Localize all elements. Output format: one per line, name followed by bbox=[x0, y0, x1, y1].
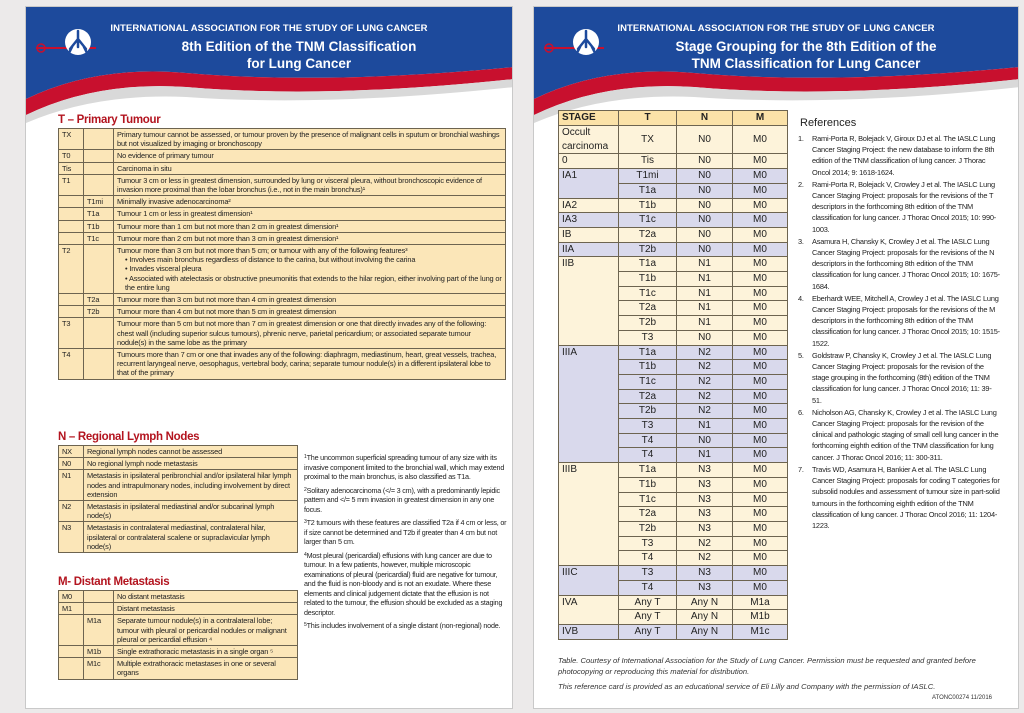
t-description: Primary tumour cannot be assessed, or tumour proven by the presence of malignant cells in sputum or bronchial washings but not visualized by imaging or bronchoscopy bbox=[114, 129, 506, 150]
t-row bbox=[59, 306, 506, 318]
stage-t-value: T1a bbox=[619, 463, 677, 478]
reference-number: 3. bbox=[798, 236, 804, 246]
footnote-mark: 5 bbox=[304, 622, 307, 628]
stage-n-value: N1 bbox=[677, 448, 733, 463]
m-code bbox=[59, 658, 84, 679]
stage-t-value: T2b bbox=[619, 404, 677, 419]
stage-t-value: T2a bbox=[619, 389, 677, 404]
reference-number: 1. bbox=[798, 134, 804, 143]
t-description: Tumour more than 3 cm but not more than 4 cm in greatest dimension bbox=[114, 294, 506, 306]
n-description: Metastasis in contralateral mediastinal, contralateral hilar, ipsilateral or contralateral scalene or supraclavicular lymph node(s) bbox=[84, 522, 298, 553]
stage-label: 0 bbox=[559, 154, 619, 169]
stage-label: IVA bbox=[559, 595, 619, 624]
stage-m-value: M1a bbox=[733, 595, 788, 610]
footnote-mark: 3 bbox=[304, 519, 307, 525]
stage-t-value: TX bbox=[619, 126, 677, 154]
m-description: Single extrathoracic metastasis in a single organ ⁵ bbox=[114, 646, 298, 658]
stage-n-value: N2 bbox=[677, 360, 733, 375]
m-row bbox=[59, 591, 298, 603]
stage-n-value: N0 bbox=[677, 433, 733, 448]
stage-m-value: M0 bbox=[733, 198, 788, 213]
t-section-heading: T – Primary Tumour bbox=[58, 114, 161, 126]
stage-t-value: T4 bbox=[619, 580, 677, 595]
stage-t-value: T1a bbox=[619, 257, 677, 272]
m-description: Multiple extrathoracic metastases in one or several organs bbox=[114, 658, 298, 679]
t-description: No evidence of primary tumour bbox=[114, 150, 506, 162]
reference-text: Rami-Porta R, Bolejack V, Crowley J et al. The IASLC Lung Cancer Staging Project: proposals for the revisions of the T descriptors in the forthcoming 8th edition of the TNM classification for lung cancer. J Thorac Oncol 2015; 10: 990- 1003. bbox=[812, 179, 997, 234]
t-row bbox=[59, 196, 506, 208]
stage-t-value: Any T bbox=[619, 610, 677, 625]
card-title: Stage Grouping for the 8th Edition of the TNM Classification for Lung Cancer bbox=[675, 39, 937, 71]
t-subcode: T1b bbox=[84, 220, 114, 232]
t-description: Tumour 3 cm or less in greatest dimension, surrounded by lung or visceral pleura, without bronchoscopic evidence of invasion more proximal than the lobar bronchus (i.e., not in the main bronchus)¹ bbox=[114, 174, 506, 195]
m-row bbox=[59, 646, 298, 658]
t-row bbox=[59, 318, 506, 349]
m-subcode bbox=[84, 591, 114, 603]
reference-item bbox=[798, 407, 1000, 463]
footnote-text: This includes involvement of a single distant (non-regional) node. bbox=[306, 621, 501, 630]
n-code: N1 bbox=[59, 470, 84, 501]
t-description: Tumour more than 1 cm but not more than 2 cm in greatest dimension¹ bbox=[114, 220, 506, 232]
stage-row bbox=[559, 169, 788, 184]
n-row bbox=[59, 501, 298, 522]
reference-text: Travis WD, Asamura H, Bankier A et al. The IASLC Lung Cancer Staging Project: proposals for coding T categories for subsolid nodules and assessment of tumour size in part-solid tumours in the forthcoming eighth edition of the TNM classification of lung cancer. J Thorac Oncol 2016; 11: 1204-1223. bbox=[812, 464, 1000, 530]
stage-n-value: N3 bbox=[677, 580, 733, 595]
stage-n-value: N0 bbox=[677, 242, 733, 257]
stage-t-value: T2b bbox=[619, 242, 677, 257]
stage-m-value: M0 bbox=[733, 374, 788, 389]
stage-n-value: N0 bbox=[677, 227, 733, 242]
t-code bbox=[59, 294, 84, 306]
stage-n-value: Any N bbox=[677, 595, 733, 610]
t-description: Tumour more than 4 cm but not more than 5 cm in greatest dimension bbox=[114, 306, 506, 318]
organization-name: INTERNATIONAL ASSOCIATION FOR THE STUDY OF LUNG CANCER bbox=[110, 23, 428, 34]
footnotes bbox=[304, 453, 508, 635]
stage-m-value: M0 bbox=[733, 463, 788, 478]
stage-t-value: T2a bbox=[619, 301, 677, 316]
t-row bbox=[59, 232, 506, 244]
document-code: ATONC00274 11/2016 bbox=[931, 695, 992, 701]
t-description: Carcinoma in situ bbox=[114, 162, 506, 174]
t-code: TX bbox=[59, 129, 84, 150]
t-row bbox=[59, 150, 506, 162]
stage-t-value: T3 bbox=[619, 419, 677, 434]
m-row bbox=[59, 603, 298, 615]
footnote-text: Solitary adenocarcinoma (</= 3 cm), with a predominantly lepidic pattern and </= 5 mm invasion in greatest dimension in any one focus. bbox=[304, 485, 500, 514]
stage-row bbox=[559, 257, 788, 272]
reference-text: Asamura H, Chansky K, Crowley J et al. The IASLC Lung Cancer Staging Project: proposals for the revisions of the N descriptors in the forthcoming 8th edition of the TNM classification for lung cancer. J Thorac Oncol 2015; 10: 1675-1684. bbox=[812, 236, 1000, 291]
stage-n-value: N2 bbox=[677, 374, 733, 389]
stage-t-value: T3 bbox=[619, 330, 677, 345]
header-n: N bbox=[677, 111, 733, 126]
stage-m-value: M0 bbox=[733, 360, 788, 375]
t2-feature-list bbox=[125, 255, 502, 292]
header-t: T bbox=[619, 111, 677, 126]
stage-n-value: N3 bbox=[677, 507, 733, 522]
m-subcode bbox=[84, 603, 114, 615]
stage-n-value: N3 bbox=[677, 477, 733, 492]
stage-t-value: T4 bbox=[619, 551, 677, 566]
t-subcode bbox=[84, 150, 114, 162]
reference-text: Rami-Porta R, Bolejack V, Giroux DJ et al. The IASLC Lung Cancer Staging Project: the new database to inform the 8th edition of the TNM classification of lung cancer. J Thorac Oncol 2014; 9: 1618-1624. bbox=[812, 134, 996, 177]
footnote-mark: 4 bbox=[304, 551, 307, 558]
stage-t-value: T2b bbox=[619, 316, 677, 331]
footnote-text: Most pleural (pericardial) effusions with lung cancer are due to tumour. In a few patients, however, multiple microscopic examinations of pleural (pericardial) fluid are negative for tumour, and the fluid is non-bloody and is not an exudate. Where these elements and clinical judgement dictate that the effusion is not related to the tumour, the effusion should be excluded as a staging descriptor. bbox=[304, 550, 503, 617]
stage-t-value: T1a bbox=[619, 183, 677, 198]
references-list bbox=[798, 133, 1000, 532]
n-section-heading: N – Regional Lymph Nodes bbox=[58, 431, 200, 443]
m-code: M1 bbox=[59, 603, 84, 615]
t-subcode: T1c bbox=[84, 232, 114, 244]
m-row bbox=[59, 658, 298, 679]
stage-t-value: T1mi bbox=[619, 169, 677, 184]
t-code bbox=[59, 220, 84, 232]
stage-t-value: T2a bbox=[619, 507, 677, 522]
t-table bbox=[58, 128, 506, 380]
stage-row bbox=[559, 463, 788, 478]
stage-m-value: M0 bbox=[733, 477, 788, 492]
header-banner bbox=[26, 7, 512, 125]
stage-n-value: N3 bbox=[677, 566, 733, 581]
stage-m-value: M0 bbox=[733, 213, 788, 228]
stage-m-value: M0 bbox=[733, 448, 788, 463]
t-code: T1 bbox=[59, 174, 84, 195]
t-subcode bbox=[84, 129, 114, 150]
t-row bbox=[59, 208, 506, 220]
t-subcode bbox=[84, 174, 114, 195]
stage-t-value: T1a bbox=[619, 345, 677, 360]
footnote-mark: 1 bbox=[304, 454, 307, 460]
stage-m-value: M0 bbox=[733, 404, 788, 419]
n-row bbox=[59, 458, 298, 470]
n-description: No regional lymph node metastasis bbox=[84, 458, 298, 470]
stage-row bbox=[559, 345, 788, 360]
t-description bbox=[114, 245, 506, 294]
stage-grouping-table bbox=[558, 110, 788, 640]
t-subcode: T2b bbox=[84, 306, 114, 318]
stage-label: IIIC bbox=[559, 566, 619, 595]
n-code: N2 bbox=[59, 501, 84, 522]
t-code bbox=[59, 196, 84, 208]
stage-t-value: T2a bbox=[619, 227, 677, 242]
t-description: Tumour more than 2 cm but not more than 3 cm in greatest dimension¹ bbox=[114, 232, 506, 244]
t-code bbox=[59, 232, 84, 244]
t-row bbox=[59, 129, 506, 150]
stage-n-value: N0 bbox=[677, 126, 733, 154]
t-row bbox=[59, 220, 506, 232]
reference-number: 7. bbox=[798, 464, 804, 474]
references-heading: References bbox=[800, 117, 857, 129]
stage-n-value: N1 bbox=[677, 316, 733, 331]
t2-feature-item: • Involves main bronchus regardless of distance to the carina, but without involving the carina bbox=[125, 255, 502, 264]
n-table bbox=[58, 445, 298, 553]
t-subcode: T1mi bbox=[84, 196, 114, 208]
t-row bbox=[59, 174, 506, 195]
stage-m-value: M0 bbox=[733, 419, 788, 434]
stage-m-value: M0 bbox=[733, 580, 788, 595]
stage-m-value: M0 bbox=[733, 286, 788, 301]
n-row bbox=[59, 446, 298, 458]
n-code: N3 bbox=[59, 522, 84, 553]
t-code: T3 bbox=[59, 318, 84, 349]
stage-n-value: N2 bbox=[677, 404, 733, 419]
stage-n-value: N1 bbox=[677, 257, 733, 272]
n-description: Metastasis in ipsilateral mediastinal and/or subcarinal lymph node(s) bbox=[84, 501, 298, 522]
t2-feature-item: • Invades visceral pleura bbox=[125, 264, 502, 273]
stage-m-value: M0 bbox=[733, 126, 788, 154]
stage-n-value: N1 bbox=[677, 419, 733, 434]
stage-grouping-card bbox=[533, 6, 1019, 709]
t-subcode: T1a bbox=[84, 208, 114, 220]
stage-label: IIIB bbox=[559, 463, 619, 566]
t-subcode bbox=[84, 162, 114, 174]
stage-t-value: T3 bbox=[619, 536, 677, 551]
t-code: T2 bbox=[59, 245, 84, 294]
stage-t-value: Tis bbox=[619, 154, 677, 169]
service-note: This reference card is provided as an educational service of Eli Lilly and Company with the permission of IASLC. bbox=[558, 682, 936, 691]
stage-t-value: T1b bbox=[619, 272, 677, 287]
header-m: M bbox=[733, 111, 788, 126]
stage-n-value: N3 bbox=[677, 521, 733, 536]
stage-m-value: M0 bbox=[733, 551, 788, 566]
t-code: T0 bbox=[59, 150, 84, 162]
stage-row bbox=[559, 566, 788, 581]
stage-m-value: M0 bbox=[733, 521, 788, 536]
stage-n-value: N0 bbox=[677, 198, 733, 213]
stage-t-value: T4 bbox=[619, 448, 677, 463]
header-banner bbox=[534, 7, 1018, 125]
reference-text: Goldstraw P, Chansky K, Crowley J et al. The IASLC Lung Cancer Staging Project: proposals for the revision of the stage grouping in the forthcoming (8th) edition of the TNM classification for lung cancer. J Thorac Oncol 2016; 11: 39-51. bbox=[812, 350, 992, 405]
t-code bbox=[59, 208, 84, 220]
m-subcode: M1c bbox=[84, 658, 114, 679]
stage-t-value: T1c bbox=[619, 374, 677, 389]
m-description: Separate tumour nodule(s) in a contralateral lobe; tumour with pleural or pericardial nodules or malignant pleural or pericardial effusion ⁴ bbox=[114, 615, 298, 646]
t-code bbox=[59, 306, 84, 318]
stage-t-value: T2b bbox=[619, 521, 677, 536]
reference-text: Eberhardt WEE, Mitchell A, Crowley J et al. The IASLC Lung Cancer Staging Project: proposals for the revisions of the M descriptors in the forthcoming 8th edition of the TNM classification for lung cancer. J Thorac Oncol 2015; 10: 1515-1522. bbox=[812, 293, 1000, 348]
m-code: M0 bbox=[59, 591, 84, 603]
m-row bbox=[59, 615, 298, 646]
stage-m-value: M0 bbox=[733, 316, 788, 331]
reference-item bbox=[798, 133, 1000, 178]
n-row bbox=[59, 522, 298, 553]
stage-row bbox=[559, 154, 788, 169]
stage-m-value: M0 bbox=[733, 433, 788, 448]
t-row bbox=[59, 294, 506, 306]
t-code: T4 bbox=[59, 349, 84, 380]
stage-m-value: M0 bbox=[733, 227, 788, 242]
stage-m-value: M0 bbox=[733, 492, 788, 507]
stage-t-value: Any T bbox=[619, 595, 677, 610]
t-description: Tumours more than 7 cm or one that invades any of the following: diaphragm, mediastinum, heart, great vessels, trachea, recurrent laryngeal nerve, oesophagus, vertebral body, carina; separate tumour nodule(s) in a different ipsilateral lobe to that of the primary bbox=[114, 349, 506, 380]
reference-number: 4. bbox=[798, 293, 804, 303]
reference-text: Nicholson AG, Chansky K, Crowley J et al. The IASLC Lung Cancer Staging Project: proposals for the revision of the clinical and pathologic staging of small cell lung cancer in the forthcoming eighth edition of the TNM classification for lung cancer. J Thorac Oncol 2016; 11: 300-311. bbox=[812, 407, 999, 462]
stage-t-value: T1c bbox=[619, 213, 677, 228]
n-row bbox=[59, 470, 298, 501]
t-row bbox=[59, 162, 506, 174]
m-description: Distant metastasis bbox=[114, 603, 298, 615]
stage-n-value: Any N bbox=[677, 624, 733, 639]
stage-m-value: M0 bbox=[733, 536, 788, 551]
stage-label: IA3 bbox=[559, 213, 619, 228]
stage-m-value: M0 bbox=[733, 389, 788, 404]
m-code bbox=[59, 615, 84, 646]
stage-n-value: N0 bbox=[677, 169, 733, 184]
stage-label: IIIA bbox=[559, 345, 619, 463]
stage-label: Occult carcinoma bbox=[559, 126, 619, 154]
stage-m-value: M0 bbox=[733, 183, 788, 198]
stage-n-value: N2 bbox=[677, 345, 733, 360]
stage-row bbox=[559, 595, 788, 610]
stage-m-value: M0 bbox=[733, 566, 788, 581]
m-description: No distant metastasis bbox=[114, 591, 298, 603]
reference-item bbox=[798, 464, 1000, 531]
footnote-text: T2 tumours with these features are classified T2a if 4 cm or less, or if size cannot be determined and T2b if greater than 4 cm but not larger than 5 cm. bbox=[304, 518, 507, 546]
stage-row bbox=[559, 227, 788, 242]
t-description: Minimally invasive adenocarcinoma² bbox=[114, 196, 506, 208]
stage-label: IIB bbox=[559, 257, 619, 345]
t-description: Tumour 1 cm or less in greatest dimension¹ bbox=[114, 208, 506, 220]
stage-n-value: N3 bbox=[677, 492, 733, 507]
stage-m-value: M0 bbox=[733, 330, 788, 345]
t-subcode bbox=[84, 318, 114, 349]
reference-item bbox=[798, 236, 1000, 292]
stage-m-value: M0 bbox=[733, 272, 788, 287]
stage-m-value: M0 bbox=[733, 301, 788, 316]
tnm-classification-card bbox=[25, 6, 513, 709]
stage-label: IA2 bbox=[559, 198, 619, 213]
footnote bbox=[304, 518, 508, 547]
stage-m-value: M0 bbox=[733, 257, 788, 272]
t-row bbox=[59, 245, 506, 294]
header-stage: STAGE bbox=[559, 111, 619, 126]
stage-t-value: T1b bbox=[619, 198, 677, 213]
stage-table-header bbox=[559, 111, 788, 126]
card-title: 8th Edition of the TNM Classification for Lung Cancer bbox=[181, 39, 417, 71]
courtesy-note: Table. Courtesy of International Association for the Study of Lung Cancer. Permission must be requested and granted before photocopying or reproducing this material for distribution. bbox=[558, 656, 976, 676]
stage-m-value: M1c bbox=[733, 624, 788, 639]
stage-m-value: M0 bbox=[733, 169, 788, 184]
t-row bbox=[59, 349, 506, 380]
footnote-text: The uncommon superficial spreading tumour of any size with its invasive component limited to the bronchial wall, which may extend proximal to the main bronchus, is also classified as T1a. bbox=[304, 453, 505, 481]
reference-item bbox=[798, 350, 1000, 406]
stage-t-value: T1b bbox=[619, 477, 677, 492]
reference-number: 2. bbox=[798, 179, 804, 189]
stage-label: IB bbox=[559, 227, 619, 242]
stage-t-value: Any T bbox=[619, 624, 677, 639]
stage-n-value: N0 bbox=[677, 183, 733, 198]
stage-n-value: N0 bbox=[677, 330, 733, 345]
reference-item bbox=[798, 293, 1000, 349]
stage-n-value: N2 bbox=[677, 551, 733, 566]
stage-n-value: N0 bbox=[677, 154, 733, 169]
stage-t-value: T3 bbox=[619, 566, 677, 581]
stage-m-value: M0 bbox=[733, 154, 788, 169]
stage-n-value: N3 bbox=[677, 463, 733, 478]
n-code: N0 bbox=[59, 458, 84, 470]
m-subcode: M1a bbox=[84, 615, 114, 646]
stage-label: IVB bbox=[559, 624, 619, 639]
stage-row bbox=[559, 126, 788, 154]
n-code: NX bbox=[59, 446, 84, 458]
t-subcode bbox=[84, 245, 114, 294]
stage-n-value: N1 bbox=[677, 286, 733, 301]
stage-m-value: M0 bbox=[733, 507, 788, 522]
stage-row bbox=[559, 624, 788, 639]
reference-number: 6. bbox=[798, 407, 804, 417]
footnote bbox=[304, 453, 508, 482]
stage-t-value: T1b bbox=[619, 360, 677, 375]
stage-row bbox=[559, 242, 788, 257]
stage-t-value: T4 bbox=[619, 433, 677, 448]
t-subcode: T2a bbox=[84, 294, 114, 306]
t-code: Tis bbox=[59, 162, 84, 174]
stage-t-value: T1c bbox=[619, 286, 677, 301]
m-section-heading: M- Distant Metastasis bbox=[58, 576, 170, 588]
stage-t-value: T1c bbox=[619, 492, 677, 507]
stage-n-value: N1 bbox=[677, 272, 733, 287]
t2-description-text: Tumour more than 3 cm but not more than 5 cm; or tumour with any of the following features³ bbox=[117, 246, 408, 256]
n-description: Regional lymph nodes cannot be assessed bbox=[84, 446, 298, 458]
stage-row bbox=[559, 198, 788, 213]
m-subcode: M1b bbox=[84, 646, 114, 658]
organization-name: INTERNATIONAL ASSOCIATION FOR THE STUDY OF LUNG CANCER bbox=[617, 23, 935, 34]
footnote-mark: 2 bbox=[304, 486, 307, 493]
stage-n-value: N1 bbox=[677, 301, 733, 316]
stage-row bbox=[559, 213, 788, 228]
reference-item bbox=[798, 179, 1000, 235]
reference-number: 5. bbox=[798, 350, 804, 360]
footnote bbox=[304, 551, 508, 618]
stage-n-value: N0 bbox=[677, 213, 733, 228]
stage-label: IA1 bbox=[559, 169, 619, 198]
stage-m-value: M0 bbox=[733, 345, 788, 360]
footnote bbox=[304, 486, 508, 515]
stage-n-value: N2 bbox=[677, 389, 733, 404]
n-description: Metastasis in ipsilateral peribronchial and/or ipsilateral hilar lymph nodes and intrapulmonary nodes, including involvement by direct extension bbox=[84, 470, 298, 501]
t2-feature-item: • Associated with atelectasis or obstructive pneumonitis that extends to the hilar region, either involving part of the lung or the entire lung bbox=[125, 274, 502, 292]
stage-n-value: N2 bbox=[677, 536, 733, 551]
m-table bbox=[58, 590, 298, 680]
stage-label: IIA bbox=[559, 242, 619, 257]
stage-m-value: M1b bbox=[733, 610, 788, 625]
stage-m-value: M0 bbox=[733, 242, 788, 257]
t-subcode bbox=[84, 349, 114, 380]
m-code bbox=[59, 646, 84, 658]
t-description: Tumour more than 5 cm but not more than 7 cm in greatest dimension or one that directly invades any of the following: chest wall (including superior sulcus tumours), phrenic nerve, parietal pericardium; or associated separate tumour nodule(s) in the same lobe as the primary bbox=[114, 318, 506, 349]
footnote bbox=[304, 621, 508, 631]
stage-n-value: Any N bbox=[677, 610, 733, 625]
